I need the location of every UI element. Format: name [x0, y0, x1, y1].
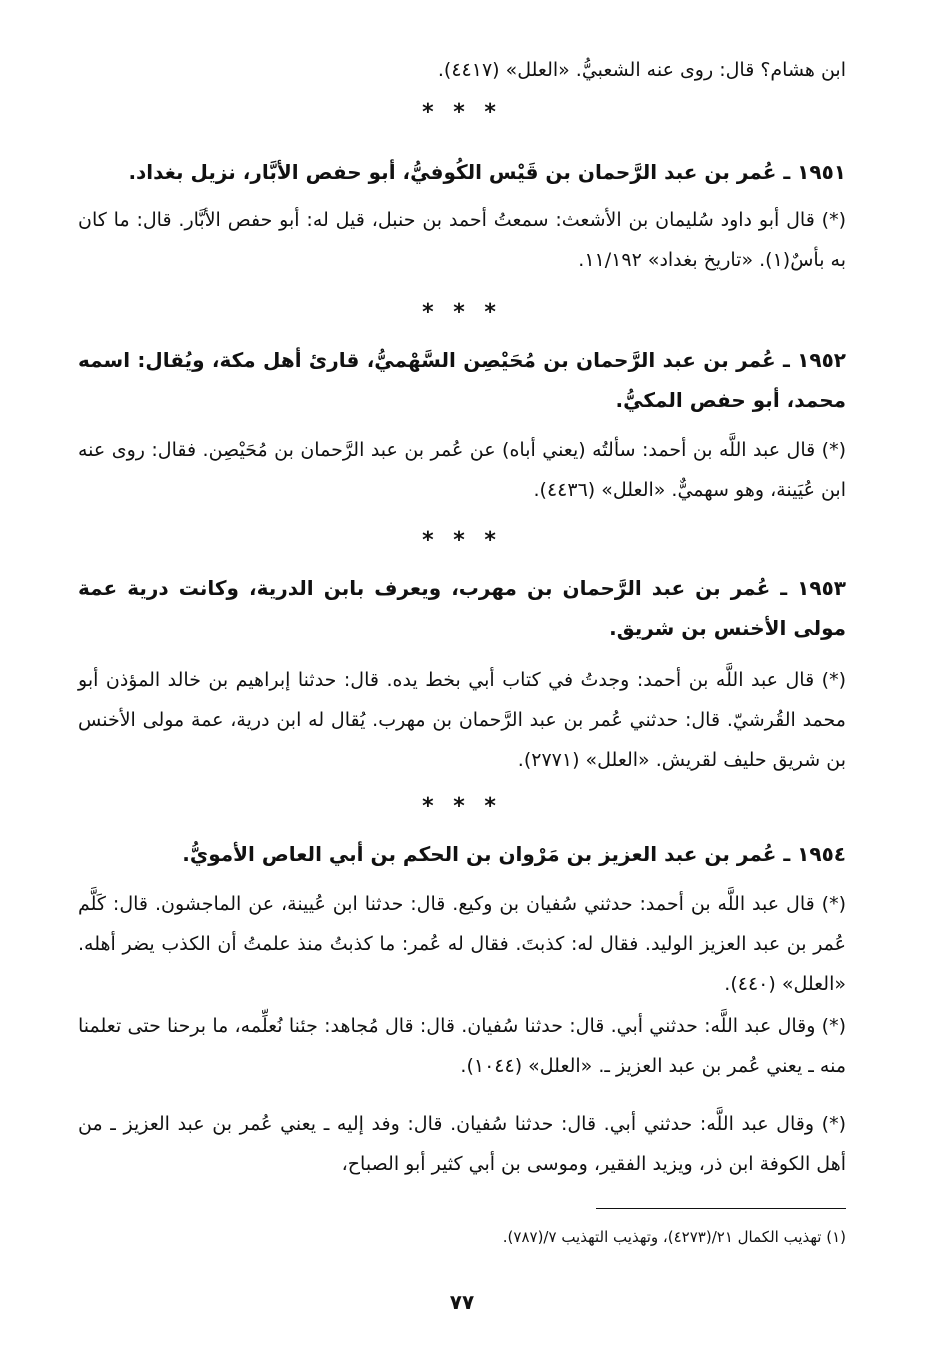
entry-text-1954-b: (*) وقال عبد اللَّه: حدثني أبي. قال: حدثنا سُفيان. قال: قال مُجاهد: جئنا نُعلِّمه، ما برحنا حتى تعلمنا منه ـ يعني عُمر بن عبد العزيز ـ. «العلل» (١٠٤٤). — [78, 1015, 846, 1077]
entry-text-1954-a: (*) قال عبد اللَّه بن أحمد: حدثني سُفيان بن وكيع. قال: حدثنا ابن عُيينة، عن الماجشون. قال: كَلَّم عُمر بن عبد العزيز الوليد. فقال له: كذبتَ. فقال له عُمر: ما كذبتُ منذ علمتُ أن الكذب يضر أهله. «العلل» (٤٤٠). — [78, 893, 846, 995]
entry-heading-1951: ١٩٥١ ـ عُمر بن عبد الرَّحمان بن قَيْس الكُوفيُّ، أبو حفص الأبَّار، نزيل بغداد. — [128, 160, 846, 184]
section-separator: * * * — [422, 528, 502, 553]
entry-heading-1954: ١٩٥٤ ـ عُمر بن عبد العزيز بن مَرْوان بن الحكم بن أبي العاص الأمويُّ. — [182, 842, 846, 866]
section-separator: * * * — [422, 794, 502, 819]
entry-heading-1952: ١٩٥٢ ـ عُمر بن عبد الرَّحمان بن مُحَيْصِن السَّهْميُّ، قارئ أهل مكة، ويُقال: اسمه محمد، أبو حفص المكيُّ. — [78, 348, 846, 412]
footnote: (١) تهذيب الكمال ٢١/(٤٢٧٣)، وتهذيب التهذيب ٧/(٧٨٧). — [502, 1228, 846, 1246]
continuation-text: ابن هشام؟ قال: روى عنه الشعبيُّ. «العلل» (٤٤١٧). — [437, 59, 846, 81]
entry-text-1953: (*) قال عبد اللَّه بن أحمد: وجدتُ في كتاب أبي بخط يده. قال: حدثنا إبراهيم بن خالد المؤذن أبو محمد القُرشيّ. قال: حدثني عُمر بن عبد الرَّحمان بن مهرب. يُقال له ابن درية، عمة مولى الأخنس بن شريق حليف لقريش. «العلل» (٢٧٧١). — [78, 669, 846, 771]
footnote-rule — [596, 1208, 846, 1209]
entry-heading-1953: ١٩٥٣ ـ عُمر بن عبد الرَّحمان بن مهرب، ويعرف بابن الدرية، وكانت درية عمة مولى الأخنس بن شريق. — [78, 576, 846, 640]
page-number: ٧٧ — [449, 1290, 475, 1314]
section-separator: * * * — [422, 300, 502, 325]
entry-text-1954-c: (*) وقال عبد اللَّه: حدثني أبي. قال: حدثنا سُفيان. قال: وفد إليه ـ يعني عُمر بن عبد العزيز ـ من أهل الكوفة ابن ذر، ويزيد الفقير، وموسى بن أبي كثير أبو الصباح، — [78, 1113, 846, 1175]
entry-text-1952: (*) قال عبد اللَّه بن أحمد: سألتُه (يعني أباه) عن عُمر بن عبد الرَّحمان بن مُحَيْصِن. فقال: روى عنه ابن عُيَينة، وهو سهميٌّ. «العلل» (٤٤٣٦). — [78, 439, 846, 501]
entry-text-1951: (*) قال أبو داود سُليمان بن الأشعث: سمعتُ أحمد بن حنبل، قيل له: أبو حفص الأبَّار. قال: ما كان به بأسٌ(١). «تاريخ بغداد» ١١/١٩٢. — [78, 209, 846, 271]
section-separator: * * * — [422, 100, 502, 125]
